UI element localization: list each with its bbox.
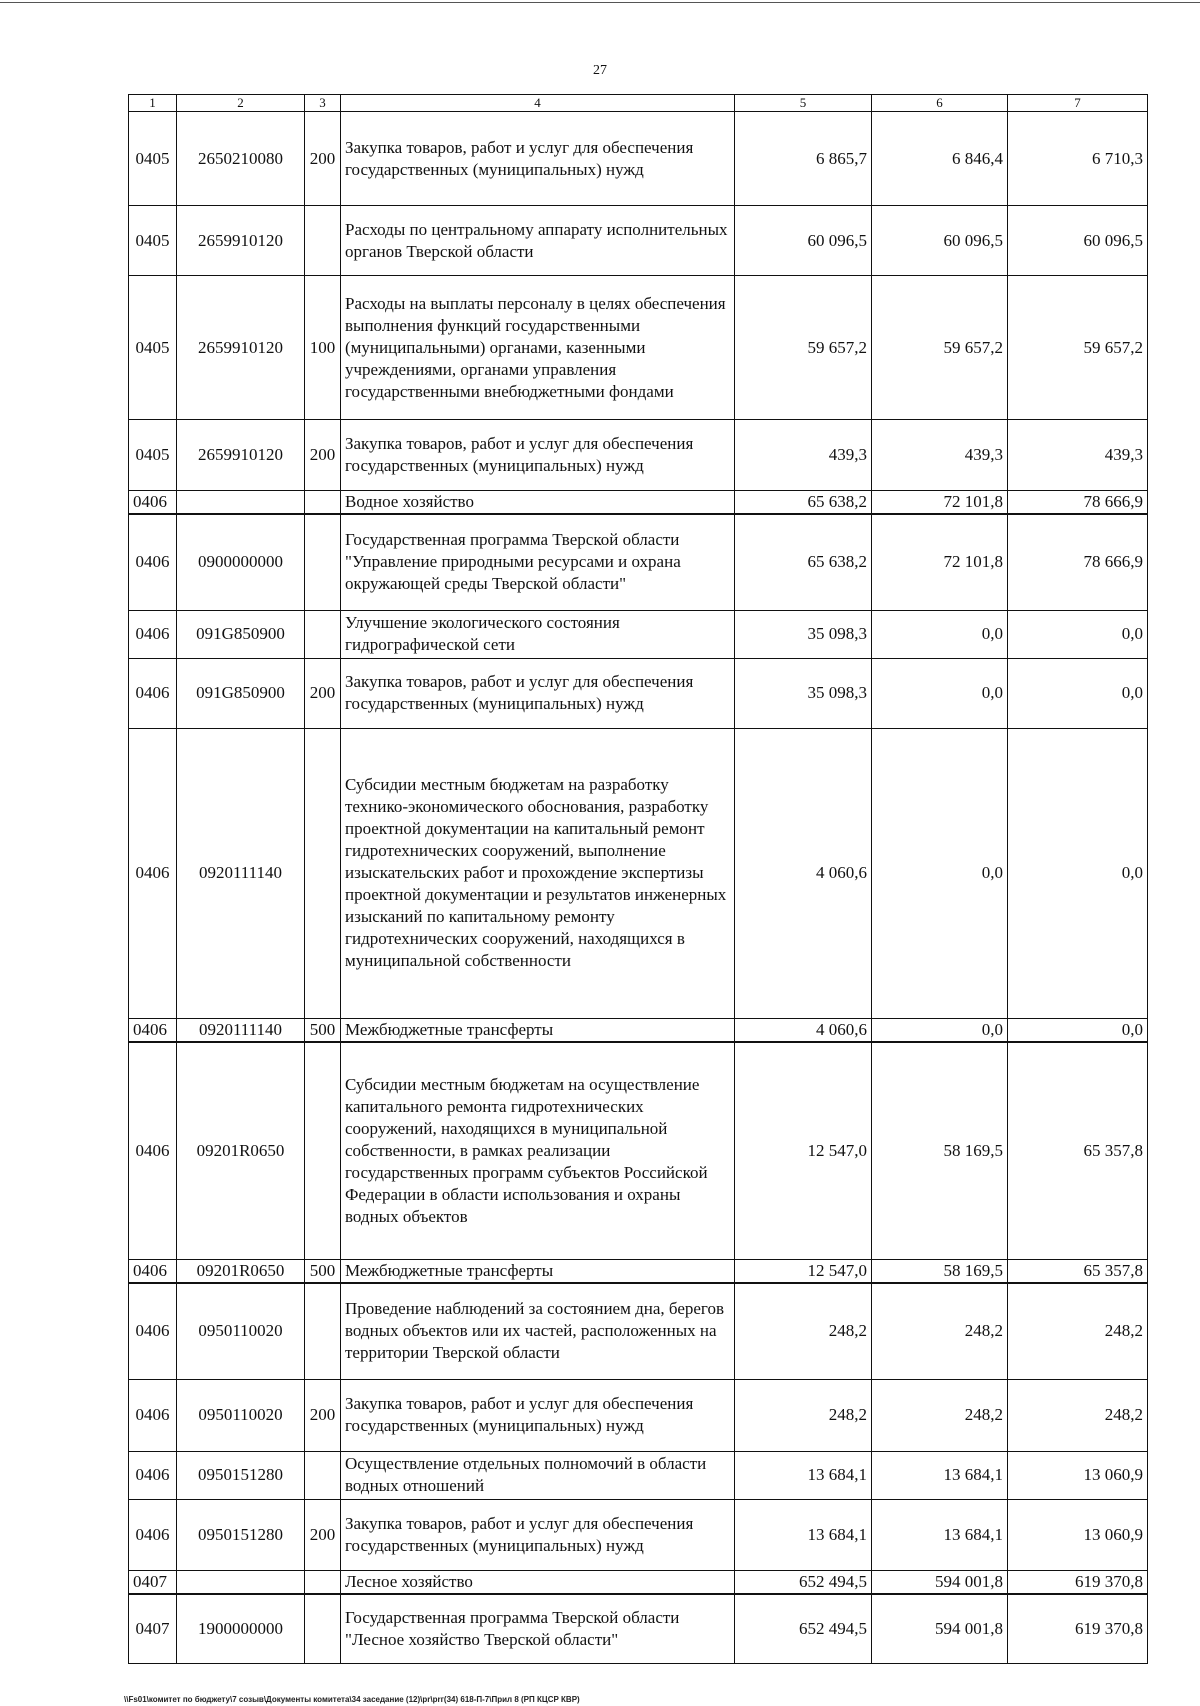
section-code: 0406: [129, 728, 177, 1018]
expense-type-code: 200: [305, 658, 341, 728]
amount-col5: 4 060,6: [735, 1018, 872, 1042]
section-code: 0406: [129, 1451, 177, 1499]
amount-col6: 59 657,2: [872, 276, 1008, 420]
expense-type-code: 500: [305, 1260, 341, 1284]
target-article-code: 0950110020: [177, 1379, 305, 1451]
page-number: 27: [593, 63, 607, 78]
expense-type-code: [305, 728, 341, 1018]
amount-col6: 13 684,1: [872, 1451, 1008, 1499]
table-row: [129, 1570, 1148, 1594]
amount-col7: 0,0: [1008, 1018, 1148, 1042]
section-code: 0405: [129, 206, 177, 276]
target-article-code: 09201R0650: [177, 1260, 305, 1284]
section-code: 0406: [129, 1018, 177, 1042]
amount-col7: 0,0: [1008, 728, 1148, 1018]
amount-col7: 78 666,9: [1008, 514, 1148, 610]
expense-type-code: 500: [305, 1018, 341, 1042]
target-article-code: 091G850900: [177, 610, 305, 658]
item-name: Закупка товаров, работ и услуг для обеспечения государственных (муниципальных) нужд: [341, 1379, 735, 1451]
amount-col5: 65 638,2: [735, 491, 872, 515]
expense-type-code: 200: [305, 112, 341, 206]
section-code: 0406: [129, 1379, 177, 1451]
amount-col5: 35 098,3: [735, 610, 872, 658]
section-code: 0407: [129, 1594, 177, 1664]
header-cell: 2: [177, 95, 305, 112]
target-article-code: 0920111140: [177, 1018, 305, 1042]
amount-col6: 6 846,4: [872, 112, 1008, 206]
section-code: 0406: [129, 1042, 177, 1260]
amount-col6: 0,0: [872, 1018, 1008, 1042]
table-row: [129, 276, 1148, 420]
table-row: [129, 112, 1148, 206]
expense-type-code: [305, 1594, 341, 1664]
section-code: 0406: [129, 610, 177, 658]
table-row: [129, 514, 1148, 610]
section-code: 0406: [129, 658, 177, 728]
amount-col7: 248,2: [1008, 1379, 1148, 1451]
amount-col7: 13 060,9: [1008, 1451, 1148, 1499]
amount-col5: 6 865,7: [735, 112, 872, 206]
item-name: Закупка товаров, работ и услуг для обеспечения государственных (муниципальных) нужд: [341, 420, 735, 491]
item-name: Межбюджетные трансферты: [341, 1018, 735, 1042]
item-name: Государственная программа Тверской области "Управление природными ресурсами и охрана окружающей среды Тверской области": [341, 514, 735, 610]
amount-col6: 58 169,5: [872, 1260, 1008, 1284]
section-code: 0405: [129, 420, 177, 491]
amount-col5: 652 494,5: [735, 1570, 872, 1594]
amount-col6: 72 101,8: [872, 491, 1008, 515]
section-code: 0406: [129, 1499, 177, 1570]
expense-type-code: [305, 491, 341, 515]
amount-col5: 12 547,0: [735, 1260, 872, 1284]
amount-col5: 59 657,2: [735, 276, 872, 420]
table-row: [129, 1499, 1148, 1570]
amount-col6: 0,0: [872, 658, 1008, 728]
amount-col6: 248,2: [872, 1379, 1008, 1451]
amount-col5: 248,2: [735, 1379, 872, 1451]
item-name: Расходы по центральному аппарату исполнительных органов Тверской области: [341, 206, 735, 276]
amount-col6: 0,0: [872, 610, 1008, 658]
section-code: 0406: [129, 1283, 177, 1379]
amount-col5: 35 098,3: [735, 658, 872, 728]
amount-col6: 13 684,1: [872, 1499, 1008, 1570]
expense-type-code: [305, 514, 341, 610]
target-article-code: 2659910120: [177, 206, 305, 276]
amount-col6: 439,3: [872, 420, 1008, 491]
expense-type-code: [305, 1042, 341, 1260]
header-cell: 5: [735, 95, 872, 112]
section-code: 0406: [129, 514, 177, 610]
expense-type-code: [305, 610, 341, 658]
table-row: [129, 420, 1148, 491]
amount-col6: 60 096,5: [872, 206, 1008, 276]
header-cell: 4: [341, 95, 735, 112]
target-article-code: 0950151280: [177, 1451, 305, 1499]
amount-col7: 60 096,5: [1008, 206, 1148, 276]
amount-col6: 58 169,5: [872, 1042, 1008, 1260]
amount-col7: 248,2: [1008, 1283, 1148, 1379]
amount-col6: 594 001,8: [872, 1570, 1008, 1594]
target-article-code: 091G850900: [177, 658, 305, 728]
footer-file-path: \\Fs01\комитет по бюджету\7 созыв\Документы комитета\34 заседание (12)\pr\prг(34) 618-П-7\Прил 8 (РП КЦСР КВР): [124, 1695, 580, 1704]
expense-type-code: [305, 1451, 341, 1499]
expense-type-code: 200: [305, 420, 341, 491]
item-name: Субсидии местным бюджетам на осуществление капитального ремонта гидротехнических сооружений, находящихся в муниципальной собственности, в рамках реализации государственных программ субъектов Российской Федерации в области использования и охраны водных объектов: [341, 1042, 735, 1260]
target-article-code: 0900000000: [177, 514, 305, 610]
expense-type-code: [305, 206, 341, 276]
target-article-code: 1900000000: [177, 1594, 305, 1664]
header-row: [129, 95, 1148, 112]
item-name: Закупка товаров, работ и услуг для обеспечения государственных (муниципальных) нужд: [341, 658, 735, 728]
table-row: [129, 206, 1148, 276]
table-row: [129, 728, 1148, 1018]
target-article-code: 09201R0650: [177, 1042, 305, 1260]
expense-type-code: 200: [305, 1499, 341, 1570]
amount-col5: 60 096,5: [735, 206, 872, 276]
table-row: [129, 610, 1148, 658]
target-article-code: 2659910120: [177, 420, 305, 491]
expense-type-code: [305, 1283, 341, 1379]
amount-col5: 439,3: [735, 420, 872, 491]
amount-col7: 65 357,8: [1008, 1260, 1148, 1284]
amount-col5: 4 060,6: [735, 728, 872, 1018]
target-article-code: 2659910120: [177, 276, 305, 420]
amount-col6: 594 001,8: [872, 1594, 1008, 1664]
expense-type-code: 200: [305, 1379, 341, 1451]
header-cell: 1: [129, 95, 177, 112]
section-code: 0407: [129, 1570, 177, 1594]
amount-col6: 248,2: [872, 1283, 1008, 1379]
amount-col6: 72 101,8: [872, 514, 1008, 610]
amount-col5: 248,2: [735, 1283, 872, 1379]
section-code: 0406: [129, 491, 177, 515]
section-code: 0405: [129, 276, 177, 420]
section-code: 0405: [129, 112, 177, 206]
expense-type-code: 100: [305, 276, 341, 420]
amount-col7: 78 666,9: [1008, 491, 1148, 515]
item-name: Осуществление отдельных полномочий в области водных отношений: [341, 1451, 735, 1499]
item-name: Лесное хозяйство: [341, 1570, 735, 1594]
amount-col7: 13 060,9: [1008, 1499, 1148, 1570]
table-row: [129, 1594, 1148, 1664]
amount-col7: 619 370,8: [1008, 1570, 1148, 1594]
table-row: [129, 1379, 1148, 1451]
table-row: [129, 491, 1148, 515]
item-name: Государственная программа Тверской области "Лесное хозяйство Тверской области": [341, 1594, 735, 1664]
item-name: Проведение наблюдений за состоянием дна, берегов водных объектов или их частей, расположенных на территории Тверской области: [341, 1283, 735, 1379]
header-cell: 7: [1008, 95, 1148, 112]
amount-col7: 619 370,8: [1008, 1594, 1148, 1664]
header-cell: 6: [872, 95, 1008, 112]
target-article-code: [177, 1570, 305, 1594]
item-name: Межбюджетные трансферты: [341, 1260, 735, 1284]
amount-col5: 12 547,0: [735, 1042, 872, 1260]
amount-col7: 439,3: [1008, 420, 1148, 491]
table-row: [129, 1283, 1148, 1379]
amount-col5: 13 684,1: [735, 1499, 872, 1570]
budget-table: [128, 94, 1148, 1664]
table-row: [129, 1451, 1148, 1499]
amount-col5: 65 638,2: [735, 514, 872, 610]
item-name: Расходы на выплаты персоналу в целях обеспечения выполнения функций государственными (муниципальными) органами, казенными учреждениями, органами управления государственными внебюджетными фондами: [341, 276, 735, 420]
target-article-code: 2650210080: [177, 112, 305, 206]
table-row: [129, 1018, 1148, 1042]
target-article-code: 0950110020: [177, 1283, 305, 1379]
expense-type-code: [305, 1570, 341, 1594]
item-name: Закупка товаров, работ и услуг для обеспечения государственных (муниципальных) нужд: [341, 112, 735, 206]
table-row: [129, 658, 1148, 728]
section-code: 0406: [129, 1260, 177, 1284]
top-rule: [0, 2, 1200, 3]
table-row: [129, 1042, 1148, 1260]
item-name: Субсидии местным бюджетам на разработку технико-экономического обоснования, разработку проектной документации на капитальный ремонт гидротехнических сооружений, выполнение изыскательских работ и прохождение экспертизы проектной документации и результатов инженерных изысканий по капитальному ремонту гидротехнических сооружений, находящихся в муниципальной собственности: [341, 728, 735, 1018]
amount-col7: 0,0: [1008, 658, 1148, 728]
item-name: Закупка товаров, работ и услуг для обеспечения государственных (муниципальных) нужд: [341, 1499, 735, 1570]
target-article-code: 0920111140: [177, 728, 305, 1018]
amount-col5: 13 684,1: [735, 1451, 872, 1499]
amount-col6: 0,0: [872, 728, 1008, 1018]
target-article-code: 0950151280: [177, 1499, 305, 1570]
amount-col7: 0,0: [1008, 610, 1148, 658]
table-row: [129, 1260, 1148, 1284]
target-article-code: [177, 491, 305, 515]
amount-col7: 59 657,2: [1008, 276, 1148, 420]
amount-col5: 652 494,5: [735, 1594, 872, 1664]
amount-col7: 65 357,8: [1008, 1042, 1148, 1260]
header-cell: 3: [305, 95, 341, 112]
item-name: Улучшение экологического состояния гидрографической сети: [341, 610, 735, 658]
amount-col7: 6 710,3: [1008, 112, 1148, 206]
item-name: Водное хозяйство: [341, 491, 735, 515]
